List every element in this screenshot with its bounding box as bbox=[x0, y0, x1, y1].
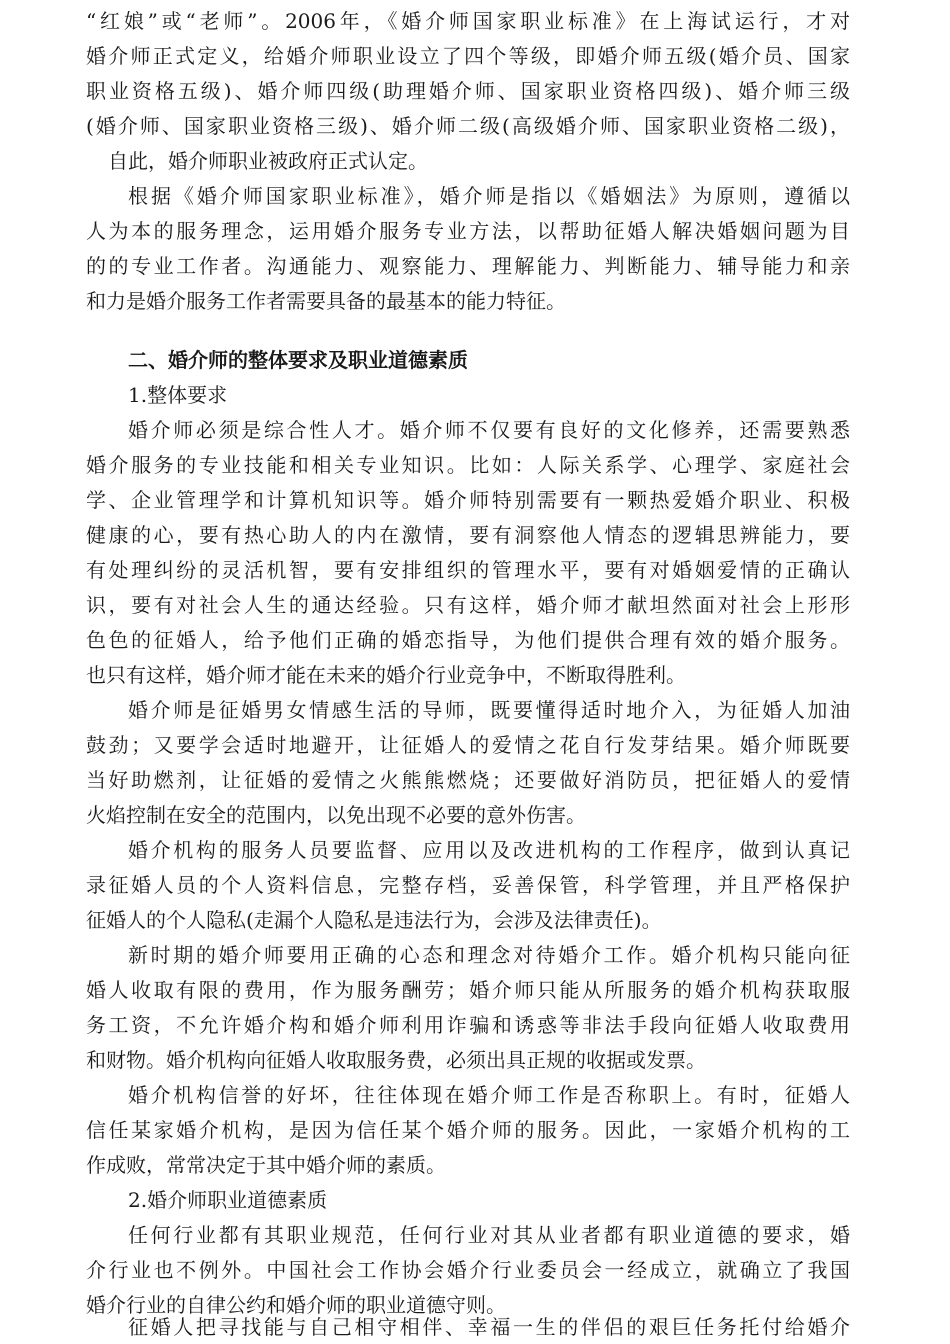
paragraph-line: 也只有这样，婚介师才能在未来的婚介行业竞争中，不断取得胜利。 bbox=[86, 663, 686, 687]
paragraph-line: 婚介师必须是综合性人才。婚介师不仅要有良好的文化修养，还需要熟悉 bbox=[128, 418, 850, 442]
paragraph-line: 婚介师是征婚男女情感生活的导师，既要懂得适时地介入，为征婚人加油 bbox=[128, 698, 850, 722]
paragraph-line: 有处理纠纷的灵活机智，要有安排组织的管理水平，要有对婚姻爱情的正确认 bbox=[86, 558, 850, 582]
paragraph-line: 婚介服务的专业技能和相关专业知识。比如：人际关系学、心理学、家庭社会 bbox=[86, 453, 850, 477]
paragraph-line: 鼓劲；又要学会适时地避开，让征婚人的爱情之花自行发芽结果。婚介师既要 bbox=[86, 733, 850, 757]
paragraph-line: 的的专业工作者。沟通能力、观察能力、理解能力、判断能力、辅导能力和亲 bbox=[86, 254, 850, 278]
paragraph-line: 任何行业都有其职业规范，任何行业对其从业者都有职业道德的要求，婚 bbox=[128, 1223, 850, 1247]
subsection-heading: 1.整体要求 bbox=[128, 383, 228, 407]
paragraph-line: “红娘”或“老师”。2006年，《婚介师国家职业标准》在上海试运行，才对 bbox=[86, 9, 850, 33]
paragraph-line: 征婚人把寻找能与自己相守相伴、幸福一生的伴侣的艰巨任务托付给婚介 bbox=[128, 1315, 850, 1339]
paragraph-line: 婚介师正式定义，给婚介师职业设立了四个等级，即婚介师五级(婚介员、国家 bbox=[86, 44, 850, 68]
paragraph-line: 婚介行业的自律公约和婚介师的职业道德守则。 bbox=[86, 1293, 506, 1317]
paragraph-line: 介行业也不例外。中国社会工作协会婚介行业委员会一经成立，就确立了我国 bbox=[86, 1258, 850, 1282]
paragraph-line: 色色的征婚人，给予他们正确的婚恋指导，为他们提供合理有效的婚介服务。 bbox=[86, 628, 850, 652]
paragraph-line: 信任某家婚介机构，是因为信任某个婚介师的服务。因此，一家婚介机构的工 bbox=[86, 1118, 850, 1142]
paragraph-line: 职业资格五级)、婚介师四级(助理婚介师、国家职业资格四级)、婚介师三级 bbox=[86, 79, 850, 103]
paragraph-line: 作成败，常常决定于其中婚介师的素质。 bbox=[86, 1153, 446, 1177]
paragraph-line: 婚人收取有限的费用，作为服务酬劳；婚介师只能从所服务的婚介机构获取服 bbox=[86, 978, 850, 1002]
paragraph-line: 婚介机构的服务人员要监督、应用以及改进机构的工作程序，做到认真记 bbox=[128, 838, 850, 862]
section-heading: 二、婚介师的整体要求及职业道德素质 bbox=[128, 348, 468, 372]
paragraph-line: 新时期的婚介师要用正确的心态和理念对待婚介工作。婚介机构只能向征 bbox=[128, 943, 850, 967]
paragraph-line: 当好助燃剂，让征婚的爱情之火熊熊燃烧；还要做好消防员，把征婚人的爱情 bbox=[86, 768, 850, 792]
paragraph-line: 健康的心，要有热心助人的内在激情，要有洞察他人情态的逻辑思辨能力，要 bbox=[86, 523, 850, 547]
paragraph-line: 自此，婚介师职业被政府正式认定。 bbox=[108, 149, 428, 173]
paragraph-line: 征婚人的个人隐私(走漏个人隐私是违法行为，会涉及法律责任)。 bbox=[86, 908, 662, 932]
paragraph-line: 火焰控制在安全的范围内，以免出现不必要的意外伤害。 bbox=[86, 803, 586, 827]
paragraph-line: 婚介机构信誉的好坏，往往体现在婚介师工作是否称职上。有时，征婚人 bbox=[128, 1083, 850, 1107]
paragraph-line: (婚介师、国家职业资格三级)、婚介师二级(高级婚介师、国家职业资格二级)， bbox=[86, 114, 850, 138]
paragraph-line: 学、企业管理学和计算机知识等。婚介师特别需要有一颗热爱婚介职业、积极 bbox=[86, 488, 850, 512]
paragraph-line: 和力是婚介服务工作者需要具备的最基本的能力特征。 bbox=[86, 289, 566, 313]
paragraph-line: 人为本的服务理念，运用婚介服务专业方法，以帮助征婚人解决婚姻问题为目 bbox=[86, 219, 850, 243]
paragraph-line: 根据《婚介师国家职业标准》，婚介师是指以《婚姻法》为原则，遵循以 bbox=[128, 184, 850, 208]
subsection-heading: 2.婚介师职业道德素质 bbox=[128, 1188, 328, 1212]
paragraph-line: 和财物。婚介机构向征婚人收取服务费，必须出具正规的收据或发票。 bbox=[86, 1048, 706, 1072]
paragraph-line: 务工资，不允许婚介构和婚介师利用诈骗和诱惑等非法手段向征婚人收取费用 bbox=[86, 1013, 850, 1037]
paragraph-line: 识，要有对社会人生的通达经验。只有这样，婚介师才献坦然面对社会上形形 bbox=[86, 593, 850, 617]
paragraph-line: 录征婚人员的个人资料信息，完整存档，妥善保管，科学管理，并且严格保护 bbox=[86, 873, 850, 897]
